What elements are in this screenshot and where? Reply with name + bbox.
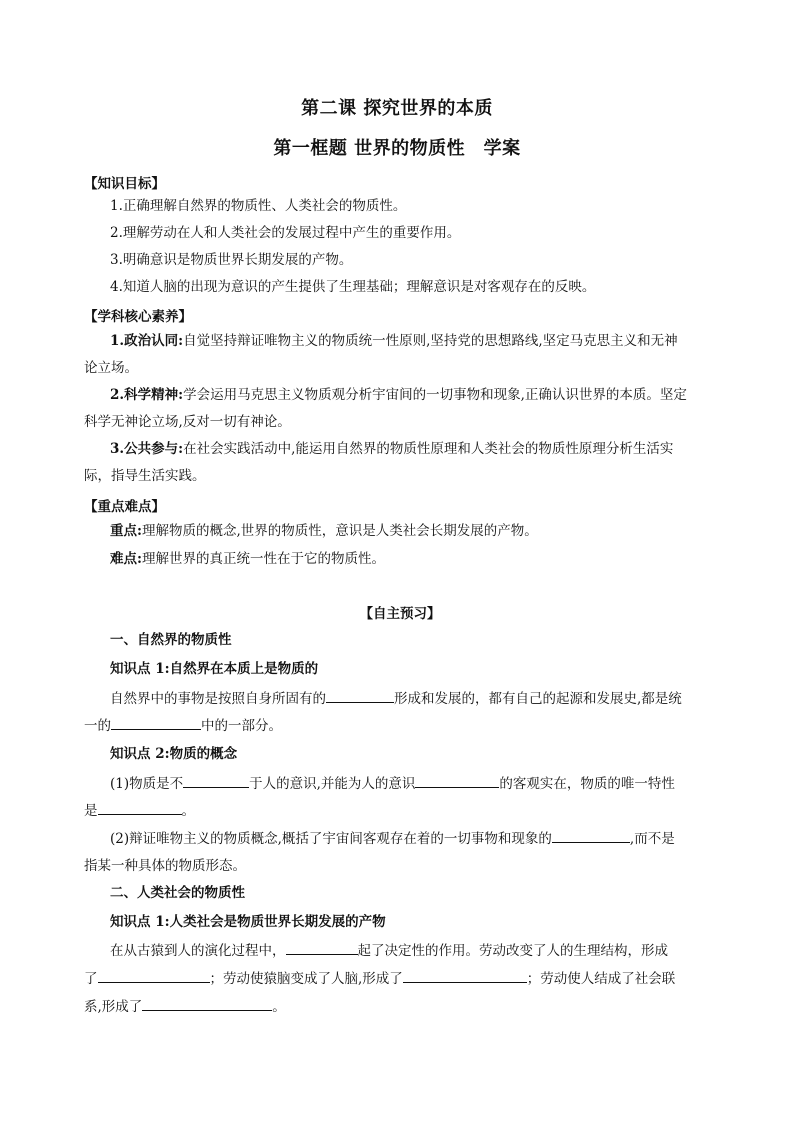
text: 于人的意识,并能为人的意识 (249, 776, 416, 792)
fill-blank[interactable] (111, 715, 201, 730)
difficulty-text: 理解世界的真正统一性在于它的物质性。 (141, 551, 385, 567)
focus-line (84, 518, 716, 544)
text: 。 (272, 999, 286, 1015)
part2-title: 二、人类社会的物质性 (110, 885, 245, 901)
text: 一的 (84, 718, 111, 734)
focus-text: 理解物质的概念,世界的物质性，意识是人类社会长期发展的产物。 (141, 523, 538, 539)
literacy-text: 在社会实践活动中,能运用自然界的物质性原理和人类社会的物质性原理分析生活实 (183, 441, 674, 457)
goal-item: 4.知道人脑的出现为意识的产生提供了生理基础；理解意识是对客观存在的反映。 (110, 279, 596, 295)
kp3-line2 (84, 966, 716, 992)
literacy-text: 学会运用马克思主义物质观分析宇宙间的一切事物和现象,正确认识世界的本质。坚定 (183, 387, 687, 403)
core-literacy-heading: 【学科核心素养】 (84, 309, 192, 325)
literacy-label: 1.政治认同: (110, 333, 184, 349)
difficulty-line (84, 546, 716, 572)
text: (1)物质是不 (110, 776, 184, 792)
fill-blank[interactable] (403, 968, 527, 983)
preview-heading: 【自主预习】 (359, 606, 441, 622)
literacy-text: 自觉坚持辩证唯物主义的物质统一性原则,坚持党的思想路线,坚定马克思主义和无神 (183, 333, 678, 349)
fill-blank[interactable] (98, 800, 182, 815)
knowledge-goals-heading: 【知识目标】 (84, 176, 165, 192)
literacy-item (84, 328, 716, 354)
fill-blank[interactable] (326, 688, 394, 703)
text: 了 (84, 971, 98, 987)
text: 自然界中的事物是按照自身所固有的 (110, 691, 326, 707)
kp3-title: 知识点 1:人类社会是物质世界长期发展的产物 (110, 914, 386, 930)
text: ；劳动使人结成了社会联 (526, 971, 676, 987)
literacy-item (84, 382, 716, 408)
text: 中的一部分。 (201, 718, 282, 734)
kp2-line1 (84, 771, 716, 797)
kp2-line3 (84, 826, 716, 852)
text: 在从古猿到人的演化过程中， (110, 943, 286, 959)
fill-blank[interactable] (98, 968, 210, 983)
part1-title: 一、自然界的物质性 (110, 632, 232, 648)
key-points-heading: 【重点难点】 (84, 499, 165, 515)
kp1-title: 知识点 1:自然界在本质上是物质的 (110, 661, 319, 677)
goal-item: 1.正确理解自然界的物质性、人类社会的物质性。 (110, 198, 407, 214)
text: 。 (181, 803, 195, 819)
goal-item: 3.明确意识是物质世界长期发展的产物。 (110, 252, 353, 268)
focus-label: 重点: (110, 523, 142, 539)
literacy-item (84, 436, 716, 462)
difficulty-label: 难点: (110, 551, 142, 567)
literacy-label: 3.公共参与: (110, 441, 184, 457)
text: 是 (84, 803, 98, 819)
fill-blank[interactable] (142, 996, 272, 1011)
literacy-item-cont: 际，指导生活实践。 (84, 468, 206, 484)
text: 系,形成了 (84, 999, 143, 1015)
literacy-item-cont: 科学无神论立场,反对一切有神论。 (84, 414, 291, 430)
kp2-line2 (84, 798, 716, 824)
lesson-title: 第二课 探究世界的本质 (301, 98, 493, 119)
kp1-line1 (84, 686, 716, 712)
kp2-line4: 指某一种具体的物质形态。 (84, 858, 246, 874)
kp1-line2 (84, 713, 716, 739)
text: ；劳动使猿脑变成了人脑,形成了 (209, 971, 403, 987)
literacy-item-cont: 论立场。 (84, 360, 138, 376)
fill-blank[interactable] (183, 773, 249, 788)
kp2-title: 知识点 2:物质的概念 (110, 746, 238, 762)
fill-blank[interactable] (552, 828, 630, 843)
text: 形成和发展的，都有自己的起源和发展史,都是统 (394, 691, 682, 707)
text: ,而不是 (629, 831, 675, 847)
kp3-line3 (84, 994, 716, 1020)
text: 起了决定性的作用。劳动改变了人的生理结构，形成 (357, 943, 668, 959)
text: 的客观实在，物质的唯一特性 (499, 776, 675, 792)
fill-blank[interactable] (286, 940, 358, 955)
text: (2)辩证唯物主义的物质概念,概括了宇宙间客观存在着的一切事物和现象的 (110, 831, 552, 847)
section-title: 第一框题 世界的物质性 学案 (273, 138, 521, 159)
fill-blank[interactable] (415, 773, 499, 788)
literacy-label: 2.科学精神: (110, 387, 184, 403)
goal-item: 2.理解劳动在人和人类社会的发展过程中产生的重要作用。 (110, 225, 461, 241)
kp3-line1 (84, 938, 716, 964)
